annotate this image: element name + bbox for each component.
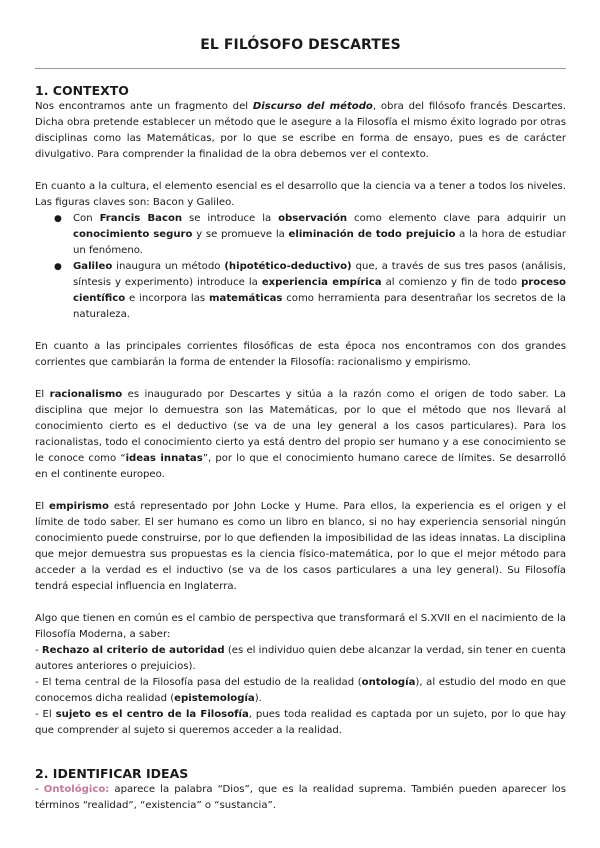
bullet-icon: ● xyxy=(54,262,62,272)
document-title: EL FILÓSOFO DESCARTES xyxy=(200,37,401,53)
title-divider xyxy=(35,68,566,69)
work-title: Discurso del método xyxy=(252,101,373,112)
section-heading-ideas: 2. IDENTIFICAR IDEAS xyxy=(35,766,189,781)
bullet-icon: ● xyxy=(54,214,62,224)
ontologico-label: Ontológico: xyxy=(43,784,110,795)
contexto-paragraph-1: Nos encontramos ante un fragmento del Discurso del método, obra del filósofo francés Descartes. Dicha obra pretende establecer un método que le asegure a la Filosofía el mismo éxito logrado por otras disciplinas como las Matemáticas, por lo que se escribe en forma de ensayo, pues es de carácter divulgativo. Para comprender la finalidad de la obra debemos ver el contexto. xyxy=(35,101,566,160)
contexto-paragraph-3: En cuanto a las principales corrientes filosóficas de esta época nos encontramos con dos grandes corrientes que cambiarán la forma de entender la Filosofía: racionalismo y empirismo. xyxy=(35,341,566,368)
list-item: ● Con Francis Bacon se introduce la observación como elemento clave para adquirir un conocimiento seguro y se promueve la eliminación de todo prejuicio a la hora de estudiar un fenómeno. xyxy=(54,213,566,256)
dash-item-2: - El tema central de la Filosofía pasa del estudio de la realidad (ontología), al estudio del modo en que conocemos dicha realidad (epistemología). xyxy=(35,677,566,704)
section-heading-contexto: 1. CONTEXTO xyxy=(35,83,129,98)
bullet-list xyxy=(35,211,566,323)
racionalismo-paragraph: El racionalismo es inaugurado por Descartes y sitúa a la razón como el origen de todo saber. La disciplina que mejor lo demuestra son las Matemáticas, por lo que el método que nos llevará al conocimiento cierto es el deductivo (se va de una ley general a los casos particulares). Para los racionalistas, todo el conocimiento cierto ya está dentro del propio ser humano y a ese conocimiento se le conoce como “ideas innatas”, por lo que el conocimiento humano carece de límites. Se desarrolló en el continente europeo. xyxy=(35,389,567,480)
document-body xyxy=(35,82,566,814)
list-item: ● Galileo inaugura un método (hipotético-deductivo) que, a través de sus tres pasos (análisis, síntesis y experimento) introduce la experiencia empírica al comienzo y fin de todo proceso científico e incorpora las matemáticas como herramienta para desentrañar los secretos de la naturaleza. xyxy=(54,261,566,320)
dash-item-3: - El sujeto es el centro de la Filosofía, pues toda realidad es captada por un sujeto, por lo que hay que comprender al sujeto si queremos acceder a la realidad. xyxy=(35,709,566,736)
dash-item-1: - Rechazo al criterio de autoridad (es el individuo quien debe alcanzar la verdad, sin tener en cuenta autores anteriores o prejuicios). xyxy=(35,645,566,672)
contexto-paragraph-6: Algo que tienen en común es el cambio de perspectiva que transformará el S.XVII en el nacimiento de la Filosofía Moderna, a saber: xyxy=(35,613,566,640)
contexto-paragraph-2: En cuanto a la cultura, el elemento esencial es el desarrollo que la ciencia va a tener a todos los niveles. Las figuras claves son: Bacon y Galileo. xyxy=(35,181,566,208)
ideas-paragraph-1: - Ontológico: aparece la palabra “Dios”, que es la realidad suprema. También pueden aparecer los términos “realidad”, “existencia” o “sustancia”. xyxy=(35,784,566,811)
empirismo-paragraph: El empirismo está representado por John Locke y Hume. Para ellos, la experiencia es el origen y el límite de todo saber. El ser humano es como un libro en blanco, si no hay experiencia sensorial ningún conocimiento puede construirse, por lo que defienden la imposibilidad de las ideas innatas. La disciplina que mejor demuestra sus propuestas es la ciencia físico-matemática, por lo que el mejor método para acceder a la verdad es el inductivo (se va de los casos particulares a una ley general). Su Filosofía tendrá especial influencia en Inglaterra. xyxy=(35,501,566,592)
